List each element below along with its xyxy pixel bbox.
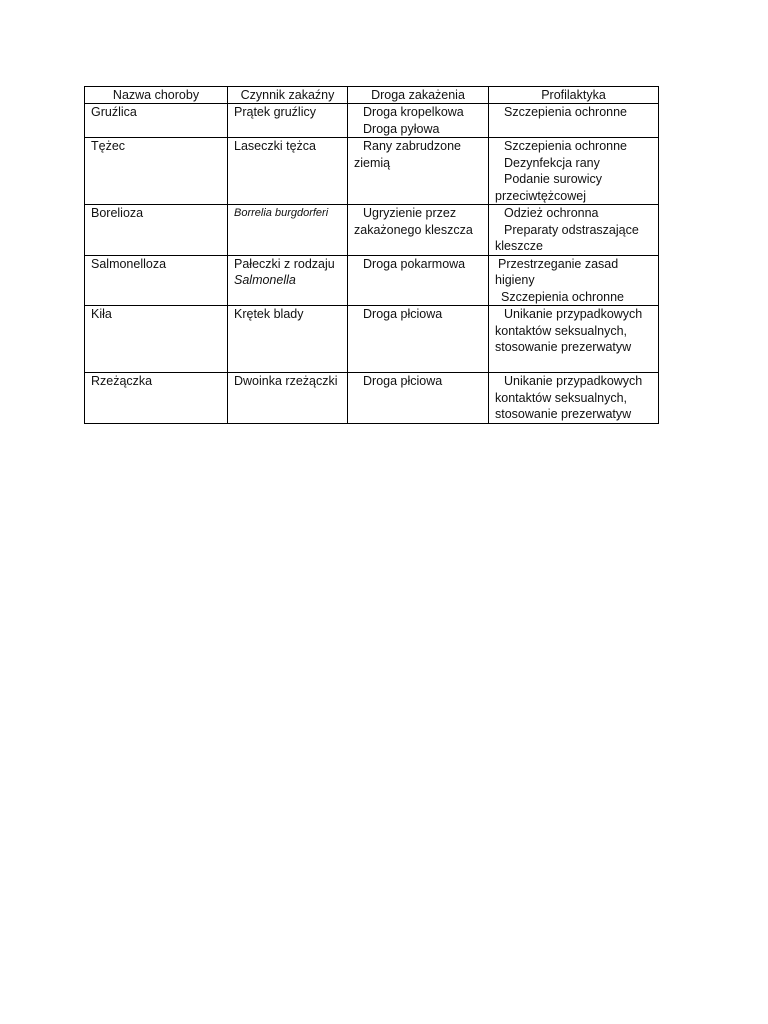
route-cell — [348, 255, 489, 306]
table-header-row — [85, 87, 659, 104]
disease-cell — [85, 205, 228, 256]
route-cell — [348, 205, 489, 256]
route-cell — [348, 104, 489, 138]
prevention-line: Szczepienia ochronne — [501, 289, 624, 304]
prevention-cell — [489, 205, 659, 256]
prevention-line: Dezynfekcja rany — [504, 155, 600, 170]
disease-cell — [85, 138, 228, 205]
disease-name: Borelioza — [91, 206, 144, 220]
infectious-diseases-table — [84, 86, 659, 424]
route-line: Ugryzienie przez — [363, 206, 457, 220]
header-disease-name: Nazwa choroby — [85, 87, 228, 104]
prevention-cell — [489, 104, 659, 138]
prevention-line: Podanie surowicy — [504, 172, 602, 186]
route-line: Droga płciowa — [363, 374, 443, 388]
agent-cell — [228, 306, 348, 373]
disease-name: Gruźlica — [91, 105, 137, 119]
agent-line: Borrelia burgdorferi — [234, 207, 329, 219]
table-row — [85, 205, 659, 256]
prevention-cell — [489, 255, 659, 306]
prevention-line: Szczepienia ochronne — [504, 139, 627, 153]
route-line: Droga płciowa — [363, 307, 443, 321]
prevention-cell — [489, 138, 659, 205]
agent-cell — [228, 138, 348, 205]
prevention-line: kleszcze — [495, 239, 543, 253]
agent-line: Dwoinka rzeżączki — [234, 374, 338, 388]
agent-line: Prątek gruźlicy — [234, 105, 316, 119]
header-prevention: Profilaktyka — [489, 87, 659, 104]
prevention-cell — [489, 306, 659, 373]
route-line: zakażonego kleszcza — [354, 222, 473, 237]
agent-cell — [228, 373, 348, 424]
prevention-line: Unikanie przypadkowych — [504, 307, 643, 321]
disease-cell — [85, 255, 228, 306]
header-infectious-agent: Czynnik zakaźny — [228, 87, 348, 104]
table-row — [85, 104, 659, 138]
prevention-line: Odzież ochronna — [504, 206, 599, 220]
prevention-line: Szczepienia ochronne — [504, 105, 627, 119]
route-line: Rany zabrudzone — [363, 139, 461, 153]
agent-line: Pałeczki z rodzaju — [234, 256, 335, 271]
prevention-cell — [489, 373, 659, 424]
route-line: Droga pokarmowa — [363, 256, 466, 271]
table-row — [85, 306, 659, 373]
route-cell — [348, 373, 489, 424]
route-cell — [348, 138, 489, 205]
agent-line: Krętek blady — [234, 307, 304, 321]
route-line: Droga kropelkowa — [363, 105, 464, 119]
disease-cell — [85, 104, 228, 138]
route-line: Droga pyłowa — [363, 121, 440, 136]
prevention-line: higieny — [495, 273, 535, 287]
prevention-line: kontaktów seksualnych, — [495, 390, 628, 405]
prevention-line: stosowanie prezerwatyw — [495, 340, 632, 354]
agent-line: Salmonella — [234, 273, 296, 287]
disease-cell — [85, 306, 228, 373]
table-row — [85, 373, 659, 424]
prevention-line: kontaktów seksualnych, — [495, 323, 628, 338]
disease-name: Tężec — [91, 139, 126, 153]
disease-name: Kiła — [91, 307, 112, 321]
prevention-line: stosowanie prezerwatyw — [495, 407, 632, 421]
agent-cell — [228, 205, 348, 256]
route-line: ziemią — [354, 155, 391, 170]
disease-cell — [85, 373, 228, 424]
prevention-line: przeciwtężcowej — [495, 188, 587, 203]
disease-name: Salmonelloza — [91, 256, 167, 271]
disease-name: Rzeżączka — [91, 374, 153, 388]
header-infection-route: Droga zakażenia — [348, 87, 489, 104]
prevention-line: Przestrzeganie zasad — [498, 256, 619, 271]
agent-cell — [228, 104, 348, 138]
table-row — [85, 255, 659, 306]
table-row — [85, 138, 659, 205]
prevention-line: Unikanie przypadkowych — [504, 374, 643, 388]
route-cell — [348, 306, 489, 373]
agent-cell — [228, 255, 348, 306]
agent-line: Laseczki tężca — [234, 139, 316, 153]
prevention-line: Preparaty odstraszające — [504, 222, 639, 237]
